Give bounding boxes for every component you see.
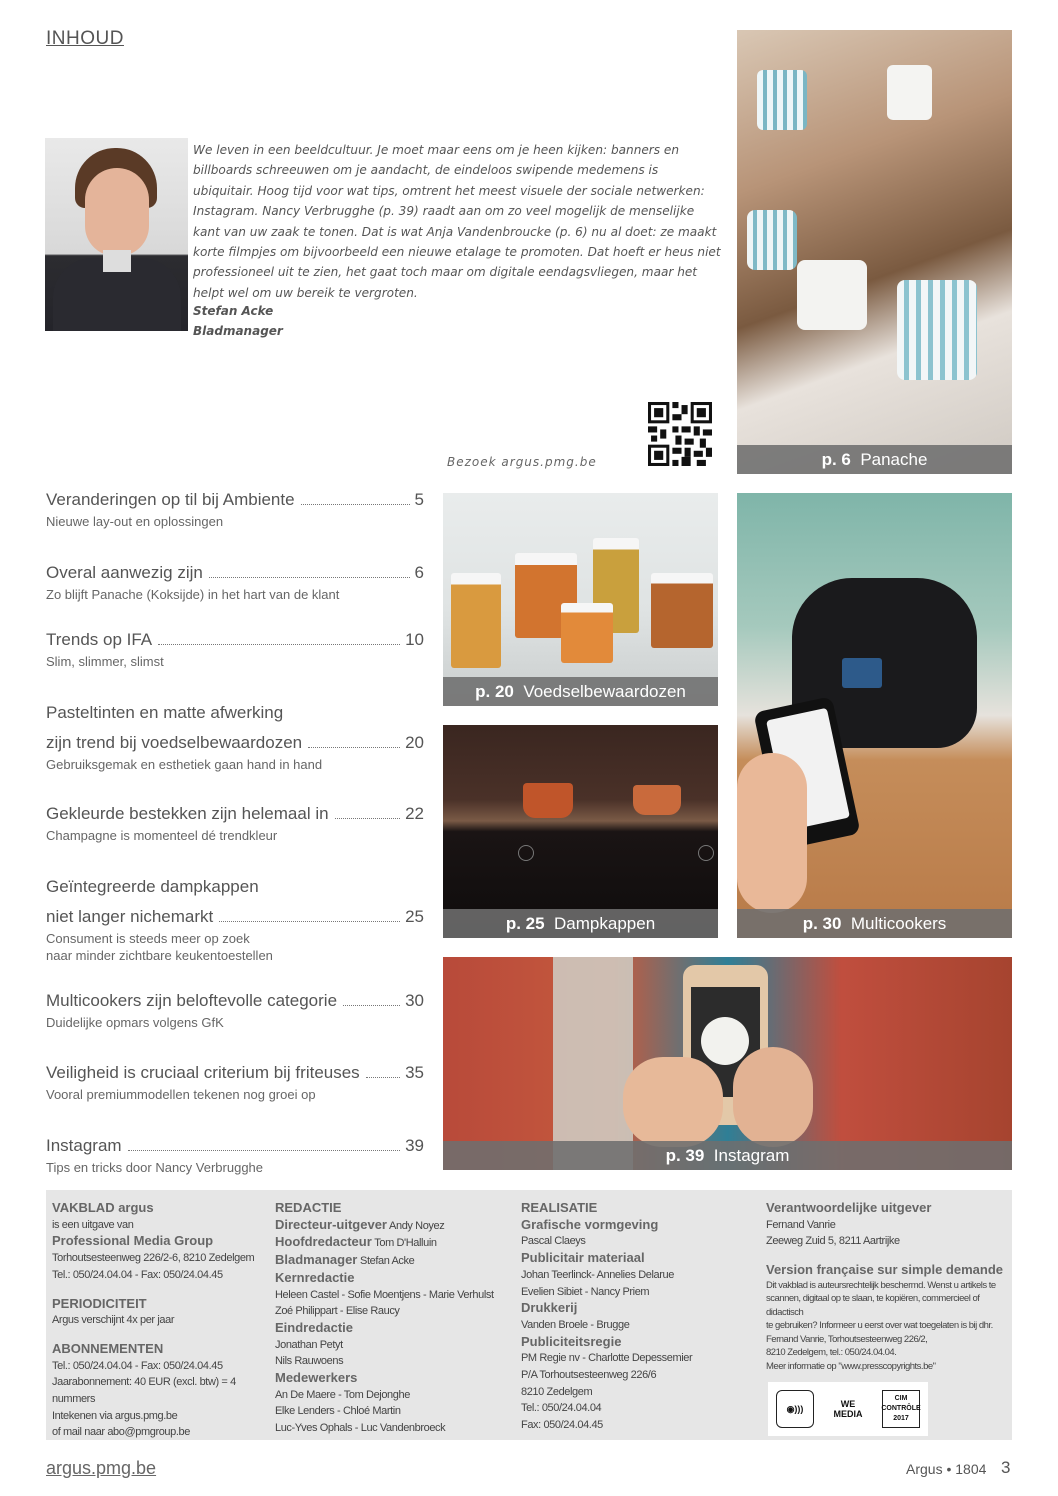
colophon-subheading: Grafische vormgeving — [521, 1216, 659, 1232]
caption-page: p. 39 — [665, 1146, 705, 1165]
colophon-line: Professional Media Group — [52, 1233, 214, 1249]
colophon-line: Argus verschijnt 4x per jaar — [52, 1314, 175, 1327]
page-number: 3 — [1001, 1458, 1011, 1477]
caption-page: p. 25 — [505, 914, 545, 933]
toc-title: Veranderingen op til bij Ambiente — [46, 490, 295, 509]
colophon-line: Zoé Philippart - Elise Raucy — [275, 1305, 400, 1318]
colophon-line: Johan Teerlinck- Annelies Delarue — [521, 1268, 674, 1281]
colophon-line: is een uitgave van — [52, 1218, 134, 1231]
logo-text: CIM CONTRÔLE 2017 — [881, 1395, 921, 1422]
toc-page: 35 — [405, 1063, 424, 1082]
toc-title: Veiligheid is cruciaal criterium bij friteuses — [46, 1063, 360, 1082]
colophon-line: Luc-Yves Ophals - Luc Vandenbroeck — [275, 1422, 446, 1435]
colophon-line: Tom D'Halluin — [374, 1237, 437, 1250]
colophon-subheading: Hoofdredacteur — [275, 1234, 372, 1250]
colophon-subheading: Eindredactie — [275, 1319, 354, 1335]
colophon-heading: REALISATIE — [521, 1200, 598, 1215]
toc-subtitle-line: naar minder zichtbare keukentoestellen — [46, 948, 273, 963]
colophon-line: te gebruiken? Informeer u eerst over wat toegelaten is bij dhr. — [766, 1320, 993, 1332]
toc-subtitle: Vooral premiummodellen tekenen nog groei op — [46, 1087, 316, 1102]
instagram-caption — [443, 1141, 1012, 1170]
colophon-line: Tel.: 050/24.04.04 — [521, 1402, 602, 1415]
colophon-subheading: Kernredactie — [275, 1269, 355, 1285]
toc-title: Multicookers zijn beloftevolle categorie — [46, 991, 338, 1010]
colophon-line: Zeeweg Zuid 5, 8211 Aartrijke — [766, 1235, 900, 1248]
caption-label: Dampkappen — [554, 914, 656, 933]
qr-code-icon[interactable] — [648, 402, 712, 466]
toc-page: 10 — [405, 630, 424, 649]
colophon-line: Evelien Sibiet - Nancy Priem — [521, 1285, 650, 1298]
toc-page: 20 — [405, 733, 424, 752]
dampkappen-caption — [443, 909, 718, 938]
toc-subtitle: Nieuwe lay-out en oplossingen — [46, 514, 224, 529]
toc-page: 25 — [405, 907, 424, 926]
colophon-heading: Version française sur simple demande — [766, 1262, 1003, 1278]
colophon-line: Fernand Vanrie, Torhoutsesteenweg 226/2, — [766, 1333, 928, 1345]
toc-page: 30 — [405, 991, 424, 1010]
toc-page: 22 — [405, 804, 424, 823]
copyright-notice — [766, 1279, 1006, 1374]
colophon-line: Andy Noyez — [389, 1219, 445, 1232]
colophon-publisher — [52, 1200, 267, 1441]
colophon-heading: PERIODICITEIT — [52, 1295, 147, 1311]
colophon-line: Nils Rauwoens — [275, 1355, 344, 1368]
colophon-line: Pascal Claeys — [521, 1235, 586, 1248]
toc-entry[interactable] — [46, 804, 424, 844]
toc-title: Instagram — [46, 1136, 122, 1155]
author-role: Bladmanager — [193, 324, 283, 338]
colophon-line: scannen, digitaal op te slaan, te kopiëren, commercieel of didactisch — [766, 1293, 980, 1318]
colophon-line[interactable]: Intekenen via argus.pmg.be — [52, 1409, 178, 1422]
toc-title: niet langer nichemarkt — [46, 907, 214, 926]
toc-title: Overal aanwezig zijn — [46, 563, 203, 582]
toc-entry[interactable] — [46, 991, 424, 1031]
section-heading: INHOUD — [46, 28, 124, 49]
caption-label: Instagram — [713, 1146, 790, 1165]
colophon-subheading: Medewerkers — [275, 1370, 358, 1386]
colophon-line: Jonathan Petyt — [275, 1338, 343, 1351]
toc-page: 6 — [414, 563, 424, 582]
colophon-line: Dit vakblad is auteursrechtelijk beschermd. Wenst u artikels te — [766, 1279, 996, 1291]
toc-entry[interactable] — [46, 1063, 424, 1103]
colophon-line: 8210 Zedelgem — [521, 1385, 593, 1398]
colophon-line: Tel.: 050/24.04.04 - Fax: 050/24.04.45 — [52, 1359, 223, 1372]
toc-entry[interactable] — [46, 877, 424, 964]
colophon-line: Fernand Vanrie — [766, 1218, 836, 1231]
toc-entry[interactable] — [46, 703, 424, 773]
colophon-line: Elke Lenders - Chloé Martin — [275, 1405, 401, 1418]
colophon-subheading: Drukkerij — [521, 1300, 578, 1316]
copyright-logo-icon: ◉))) — [776, 1390, 814, 1428]
voedselbewaardozen-caption — [443, 677, 718, 706]
toc-subtitle: Slim, slimmer, slimst — [46, 654, 164, 669]
colophon-line: PM Regie nv - Charlotte Depessemier — [521, 1352, 693, 1365]
colophon-subheading: Directeur-uitgever — [275, 1216, 387, 1232]
colophon-line: Vanden Broele - Brugge — [521, 1318, 630, 1331]
panache-picture[interactable] — [737, 30, 1012, 474]
caption-label: Multicookers — [850, 914, 947, 933]
colophon-line: 8210 Zedelgem, tel.: 050/24.04.04. — [766, 1347, 897, 1359]
colophon-subheading: Bladmanager — [275, 1252, 358, 1268]
caption-page: p. 20 — [475, 682, 514, 701]
colophon-line: Stefan Acke — [360, 1255, 415, 1268]
toc-title: zijn trend bij voedselbewaardozen — [46, 733, 303, 752]
caption-page: p. 30 — [802, 914, 842, 933]
panache-caption — [737, 445, 1012, 474]
cim-logo — [882, 1390, 920, 1428]
caption-label: Voedselbewaardozen — [523, 682, 686, 701]
toc-subtitle: Tips en tricks door Nancy Verbrugghe — [46, 1160, 264, 1175]
colophon-heading: Verantwoordelijke uitgever — [766, 1200, 932, 1215]
caption-page: p. 6 — [821, 450, 851, 469]
toc-subtitle — [46, 930, 424, 964]
colophon-line: Jaarabonnement: 40 EUR (excl. btw) = 4 nummers — [52, 1376, 236, 1406]
toc-title: Trends op IFA — [46, 630, 153, 649]
toc-page: 5 — [414, 490, 424, 509]
colophon-heading: REDACTIE — [275, 1200, 342, 1215]
toc-page: 39 — [405, 1136, 424, 1155]
we-media-logo — [830, 1391, 866, 1427]
author-photo — [45, 138, 188, 331]
toc-subtitle: Gebruiksgemak en esthetiek gaan hand in hand — [46, 757, 323, 772]
instagram-picture[interactable] — [443, 957, 1012, 1170]
colophon-line: Fax: 050/24.04.45 — [521, 1419, 603, 1432]
colophon-heading: ABONNEMENTEN — [52, 1340, 164, 1356]
multicookers-picture[interactable] — [737, 493, 1012, 938]
logo-text: WE MEDIA — [833, 1399, 863, 1419]
colophon-line: Heleen Castel - Sofie Moentjens - Marie Verhulst — [275, 1288, 494, 1301]
toc-subtitle: Champagne is momenteel dé trendkleur — [46, 828, 278, 843]
visit-website-text: Bezoek argus.pmg.be — [447, 455, 597, 469]
caption-label: Panache — [860, 450, 928, 469]
colophon-line: Torhoutsesteenweg 226/2-6, 8210 Zedelgem — [52, 1252, 255, 1265]
colophon-production — [521, 1200, 751, 1434]
colophon-heading: VAKBLAD argus — [52, 1200, 154, 1215]
toc-title-line1: Pasteltinten en matte afwerking — [46, 703, 284, 722]
colophon-subheading: Publicitair materiaal — [521, 1250, 645, 1266]
toc-subtitle: Duidelijke opmars volgens GfK — [46, 1015, 224, 1030]
colophon-line: P/A Torhoutsesteenweg 226/6 — [521, 1369, 657, 1382]
toc-title-line1: Geïntegreerde dampkappen — [46, 877, 259, 896]
multicookers-caption — [737, 909, 1012, 938]
colophon-line: Tel.: 050/24.04.04 - Fax: 050/24.04.45 — [52, 1268, 223, 1281]
website-link[interactable]: argus.pmg.be — [46, 1458, 157, 1478]
colophon-editorial — [275, 1200, 505, 1437]
toc-entry[interactable] — [46, 630, 424, 670]
colophon-line: An De Maere - Tom Dejonghe — [275, 1388, 410, 1401]
colophon-line: Meer informatie op "www.presscopyrights.be" — [766, 1360, 936, 1372]
author-name: Stefan Acke — [193, 304, 274, 318]
voedselbewaardozen-picture[interactable] — [443, 493, 718, 706]
toc-entry[interactable] — [46, 490, 424, 530]
dampkappen-picture[interactable] — [443, 725, 718, 938]
toc-subtitle-line: Consument is steeds meer op zoek — [46, 931, 250, 946]
issue-number: Argus • 1804 — [906, 1461, 987, 1477]
colophon-subheading: Publiciteitsregie — [521, 1333, 622, 1349]
toc-title: Gekleurde bestekken zijn helemaal in — [46, 804, 329, 823]
colophon-line[interactable]: of mail naar abo@pmgroup.be — [52, 1426, 190, 1439]
colophon — [46, 1190, 1012, 1440]
colophon-responsible-publisher — [766, 1200, 1006, 1373]
toc-entry[interactable] — [46, 563, 424, 603]
toc-entry[interactable] — [46, 1136, 424, 1176]
certification-logos — [768, 1382, 928, 1436]
toc-subtitle: Zo blijft Panache (Koksijde) in het hart van de klant — [46, 587, 340, 602]
intro-text: We leven in een beeldcultuur. Je moet maar eens om je heen kijken: banners en billboards schreeuwen om je aandacht, de eindeloos swipende medemens is ubiquitair. Hoog tijd voor wat tips, omtrent het meest visuele der sociale netwerken: Instagram. Nancy Verbrugghe (p. 39) raadt aan om zo veel mogelijk de menselijke kant van uw zaak te tonen. Dat is wat Anja Vandenbroucke (p. 6) nu al doet: ze maakt korte filmpjes om bijvoorbeeld een nieuwe etalage te promoten. Dat hoeft er heus niet professioneel uit te zien, het gaat toch maar om digitale eendagsvliegen, maar het helpt wel om uw bereik te vergroten. — [193, 143, 721, 300]
